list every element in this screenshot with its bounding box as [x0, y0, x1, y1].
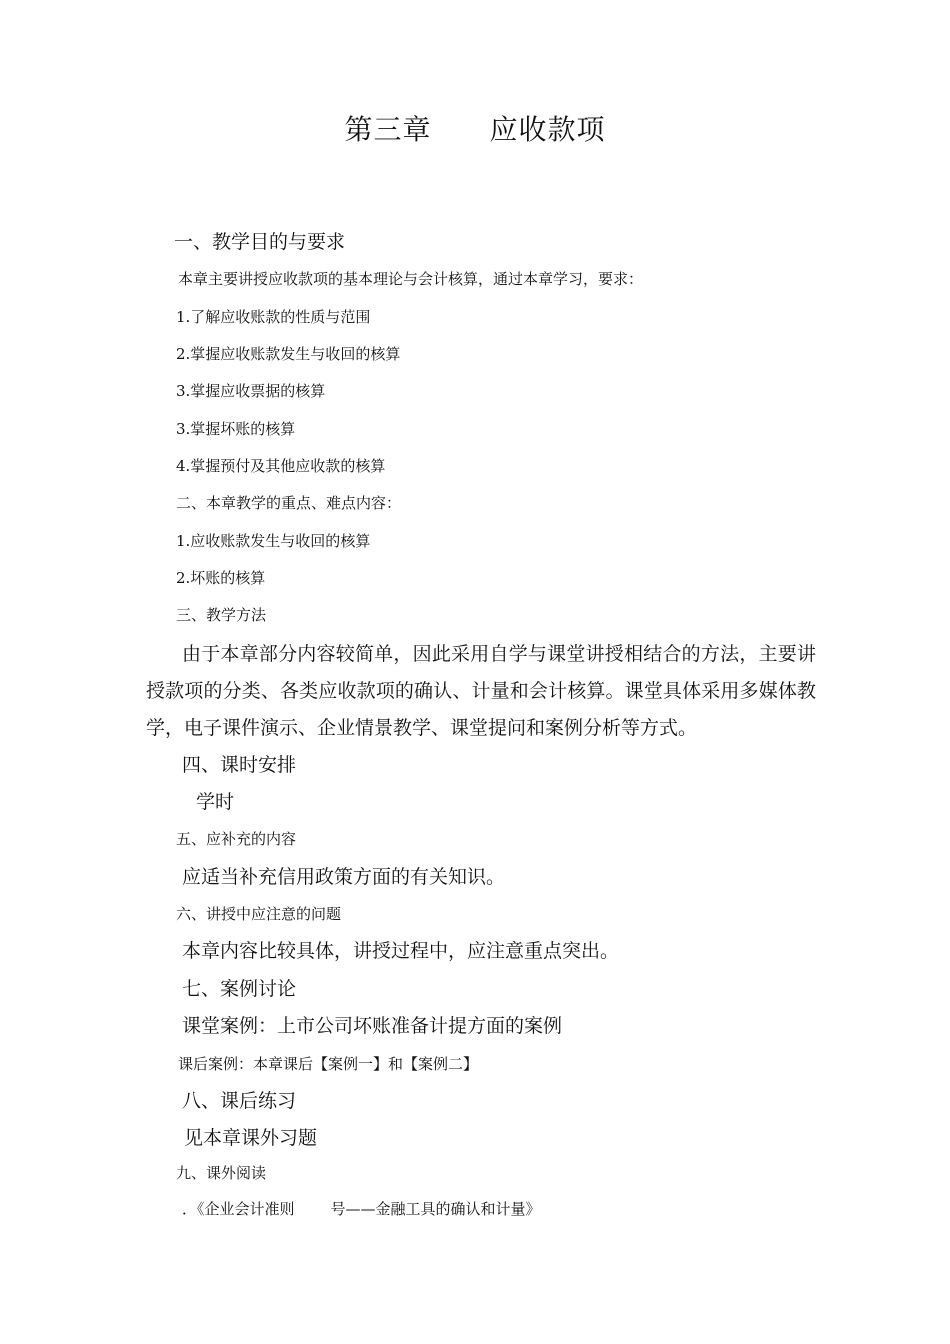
- section7-heading: 七、案例讨论: [182, 978, 297, 1000]
- section7-class-case: 课堂案例：上市公司坏账准备计提方面的案例: [182, 1015, 563, 1037]
- section3-body: 由于本章部分内容较简单，因此采用自学与课堂讲授相结合的方法，主要讲授款项的分类、各类应收款项的确认、计量和会计核算。课堂具体采用多媒体教学，电子课件演示、企业情景教学、课堂提问和案例分析等方式。: [146, 643, 816, 739]
- section3-heading: 三、教学方法: [176, 606, 267, 624]
- chapter-title: [0, 113, 950, 146]
- section5-heading: 五、应补充的内容: [176, 830, 297, 848]
- section1-heading: 一、教学目的与要求: [174, 231, 346, 253]
- section8-body: 见本章课外习题: [184, 1127, 318, 1149]
- section1-item-5: 4.掌握预付及其他应收款的核算: [176, 457, 386, 475]
- section1-item-1: 1.了解应收账款的性质与范围: [176, 308, 371, 326]
- reading-item-suffix: 号——金融工具的确认和计量》: [330, 1200, 541, 1218]
- chapter-name: 应收款项: [489, 113, 606, 146]
- section6-body: 本章内容比较具体，讲授过程中，应注意重点突出。: [182, 940, 620, 962]
- section8-heading: 八、课后练习: [182, 1090, 297, 1112]
- section2-heading: 二、本章教学的重点、难点内容：: [176, 494, 402, 512]
- section4-body: 学时: [196, 791, 235, 813]
- chapter-number: 第三章: [344, 113, 432, 146]
- section9-heading: 九、课外阅读: [176, 1164, 267, 1182]
- section2-item-1: 1.应收账款发生与收回的核算: [176, 532, 371, 550]
- section1-item-3: 3.掌握应收票据的核算: [176, 382, 326, 400]
- section4-heading: 四、课时安排: [182, 754, 297, 776]
- section7-after-case: 课后案例：本章课后【案例一】和【案例二】: [178, 1055, 479, 1073]
- reading-item-prefix: ．《企业会计准则: [182, 1200, 295, 1218]
- section2-item-2: 2.坏账的核算: [176, 569, 266, 587]
- section1-intro: 本章主要讲授应收款项的基本理论与会计核算，通过本章学习，要求：: [178, 270, 644, 288]
- section5-body: 应适当补充信用政策方面的有关知识。: [182, 866, 506, 888]
- section1-item-4: 3.掌握坏账的核算: [176, 420, 296, 438]
- section9-reading-item: [182, 1202, 541, 1217]
- section6-heading: 六、讲授中应注意的问题: [176, 905, 342, 923]
- section1-item-2: 2.掌握应收账款发生与收回的核算: [176, 345, 401, 363]
